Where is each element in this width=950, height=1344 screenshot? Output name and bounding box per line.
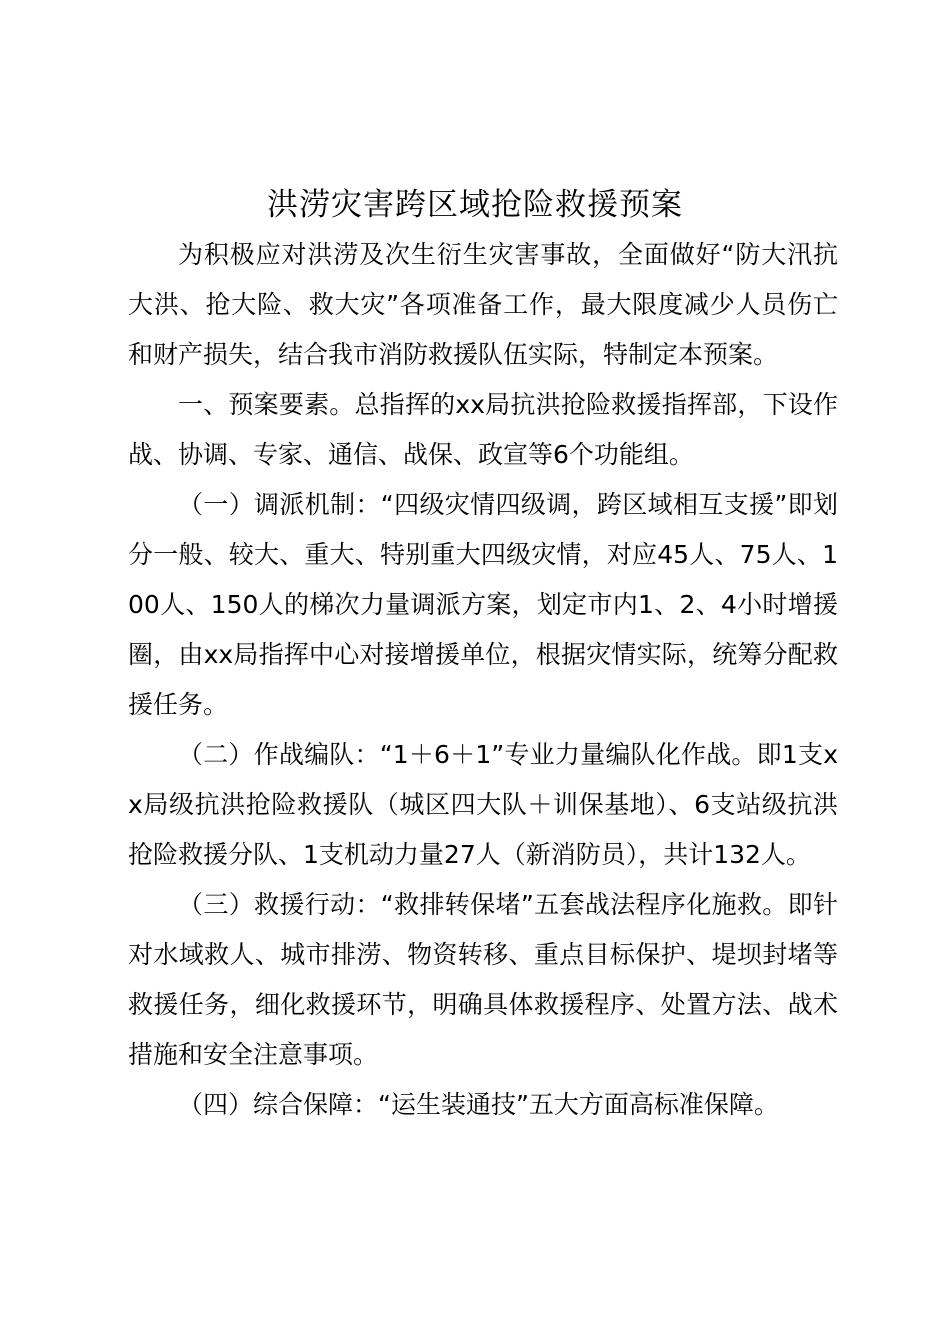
document-title: 洪涝灾害跨区域抢险救援预案 <box>267 187 683 223</box>
paragraph-section-1: 一、预案要素。总指挥的xx局抗洪抢险救援指挥部，下设作战、协调、专家、通信、战保、政宣等6个功能组。 <box>128 390 838 469</box>
paragraph-dispatch-mechanism: （一）调派机制：“四级灾情四级调，跨区域相互支援”即划分一般、较大、重大、特别重大四级灾情，对应45人、75人、100人、150人的梯次力量调派方案，划定市内1、2、4小时增援圈，由xx局指挥中心对接增援单位，根据灾情实际，统筹分配救援任务。 <box>128 490 838 719</box>
paragraph-intro: 为积极应对洪涝及次生衍生灾害事故，全面做好“防大汛抗大洪、抢大险、救大灾”各项准备工作，最大限度减少人员伤亡和财产损失，结合我市消防救援队伍实际，特制定本预案。 <box>128 240 838 369</box>
paragraph-rescue-operation: （三）救援行动：“救排转保堵”五套战法程序化施救。即针对水域救人、城市排涝、物资转移、重点目标保护、堤坝封堵等救援任务，细化救援环节，明确具体救援程序、处置方法、战术措施和安全注意事项。 <box>128 890 838 1069</box>
paragraph-comprehensive-support: （四）综合保障：“运生装通技”五大方面高标准保障。 <box>178 1090 779 1119</box>
paragraph-combat-formation: （二）作战编队：“1＋6＋1”专业力量编队化作战。即1支xx局级抗洪抢险救援队（城区四大队＋训保基地）、6支站级抗洪抢险救援分队、1支机动力量27人（新消防员），共计132人。 <box>128 740 838 869</box>
document-body <box>128 230 838 1130</box>
